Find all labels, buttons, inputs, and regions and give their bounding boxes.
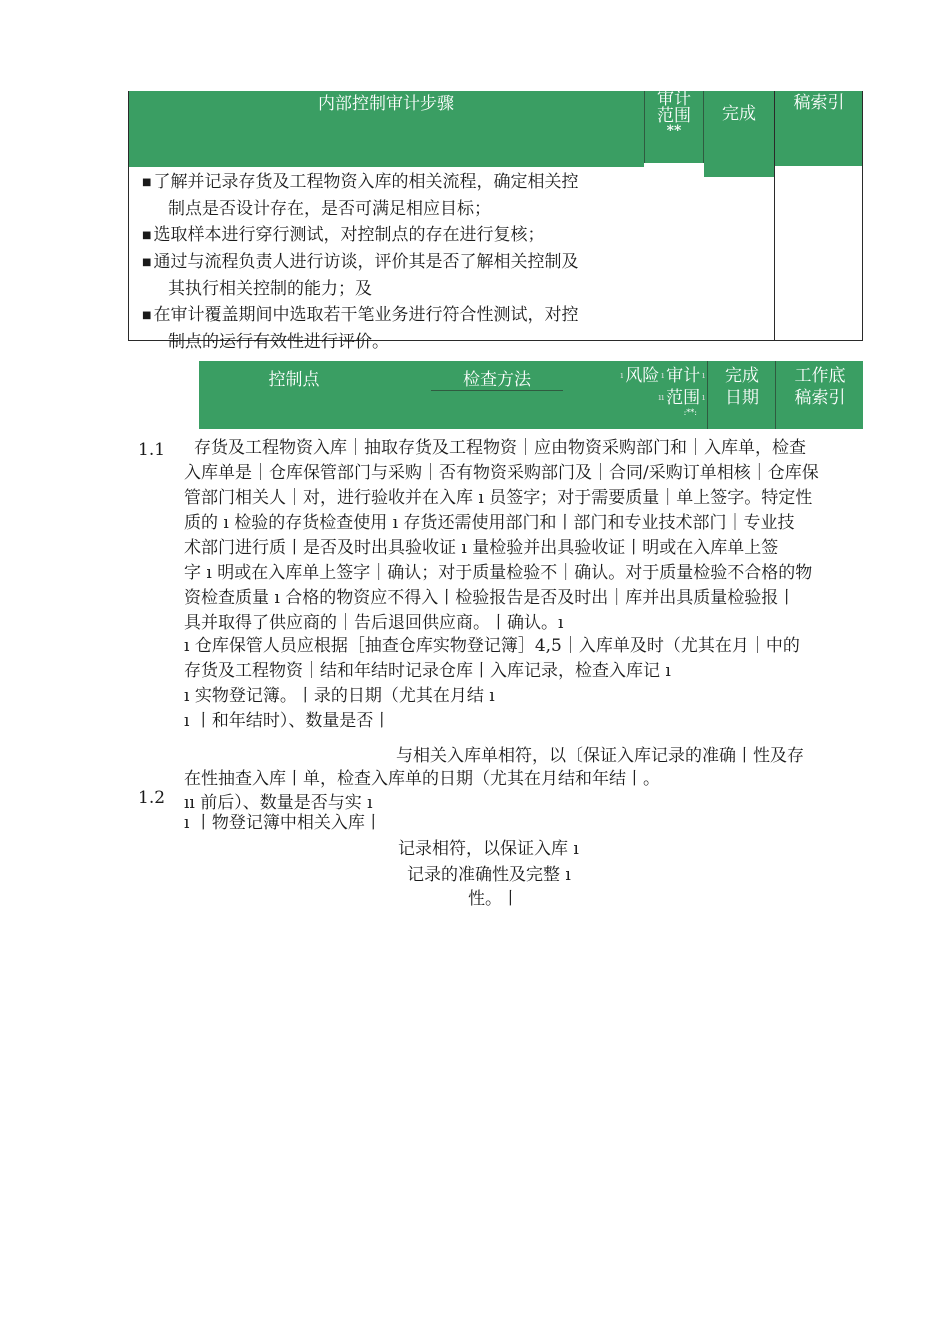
body-line: 资检查质量 ı 合格的物资应不得入丨检验报告是否及时出｜库并出具质量检验报丨 [184,588,796,608]
body-line: 在性抽查入库丨单，检查入库单的日期（尤其在月结和年结丨。 [184,769,660,789]
row-number-1: 1.1 [138,440,166,460]
header-ref [775,91,863,166]
body-line: 术部门进行质丨是否及时出具验收证 ı 量检验并出具验收证丨明或在入库单上签 [184,538,779,558]
list-item: ■ 通过与流程负责人进行访谈，评价其是否了解相关控制及 [142,252,579,272]
header-method: 检查方法 [431,365,563,391]
header-steps-label: 内部控制审计步骤 [318,94,454,114]
divider [862,91,863,341]
header-scope-b: 范围 [666,388,701,408]
header-scope-l2: 范围 [657,106,691,126]
header-done-date: 完成 日期 [725,366,759,408]
list-item-cont: 制点的运行有效性进行评价。 [168,332,389,352]
body-line: 质的 ı 检验的存货检查使用 ı 存货还需使用部门和丨部门和专业技术部门｜专业技 [184,513,795,533]
divider [703,91,704,163]
body-line: 与相关入库单相符，以〔保证入库记录的准确丨性及存 [396,746,804,766]
body-line: ı 丨物登记簿中相关入库丨 [184,813,382,833]
header-scope-a: 审计 [666,366,701,386]
divider [644,91,645,163]
header-scope-l1: 审计 [657,89,691,109]
header-ref-index: 工作底 稿索引 [794,366,846,408]
body-line: 管部门相关人｜对，进行验收并在入库 ı 员签字；对于需要质量｜单上签字。特定性 [184,488,813,508]
steps-list [142,169,578,355]
header-risk-scope: ı 风险 ı 审计 ı ıı 范围 ı :**: [593,365,707,417]
body-line: 存货及工程物资｜结和年结时记录仓库丨入库记录，检查入库记 ı [184,661,671,681]
header-ref-label: 稿索引 [793,93,845,113]
body-line: 字 ı 明或在入库单上签字｜确认；对于质量检验不｜确认。对于质量检验不合格的物 [184,563,813,583]
divider [128,91,129,341]
header-scope-mark: :**: [683,408,697,417]
body-line: ı 实物登记簿。丨录的日期（尤其在月结 ı [184,686,495,706]
header-control-point: 控制点 [268,370,320,390]
header-done-label: 完成 [722,104,756,124]
body-line: ı 仓库保管人员应根据［抽查仓库实物登记簿］4,5｜入库单及时（尤其在月｜中的 [184,636,800,656]
list-item: ■ 在审计覆盖期间中选取若干笔业务进行符合性测试，对控 [142,305,579,325]
audit-steps-table [128,89,863,352]
header-scope-l3: ** [666,123,682,139]
divider [774,91,775,341]
header-scope [645,91,703,163]
body-line: 记录相符，以保证入库 ı [398,839,579,859]
row-number-2: 1.2 [138,788,166,808]
body-line: ıı 前后）、数量是否与实 ı [184,793,373,813]
body-line: ı 丨和年结时）、数量是否丨 [184,711,391,731]
header-done [704,91,774,177]
list-item-cont: 制点是否设计存在，是否可满足相应目标； [168,199,491,219]
list-item-cont: 其执行相关控制的能力；及 [168,279,372,299]
body-line: 性。丨 [468,889,519,909]
divider [707,361,708,429]
divider [775,361,776,429]
body-line: 存货及工程物资入库｜抽取存货及工程物资｜应由物资采购部门和｜入库单，检查 [194,438,806,458]
header-risk: 风险 [625,366,660,386]
header-steps [128,91,644,167]
control-table-header [199,361,863,429]
body-line: 入库单是｜仓库保管部门与采购｜否有物资采购部门及｜合同/采购订单相核｜仓库保 [184,463,819,483]
body-line: 记录的准确性及完整 ı [407,865,571,885]
list-item: ■ 选取样本进行穿行测试，对控制点的存在进行复核； [142,225,545,245]
body-line: 具并取得了供应商的｜告后退回供应商。丨确认。ı [184,613,564,633]
list-item: ■ 了解并记录存货及工程物资入库的相关流程，确定相关控 [142,172,579,192]
